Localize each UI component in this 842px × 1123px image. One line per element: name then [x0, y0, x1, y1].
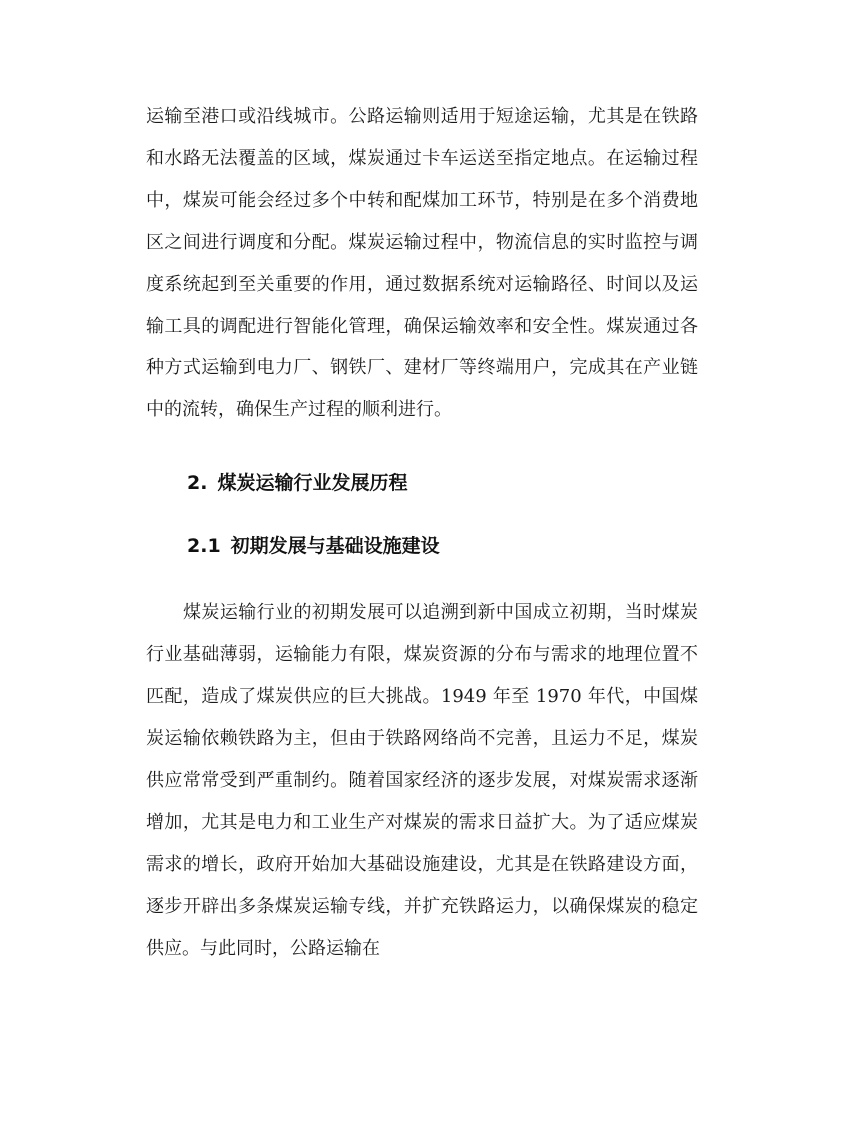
section-number: 2.: [187, 472, 208, 495]
subsection-number: 2.1: [187, 535, 221, 558]
document-body: [146, 96, 698, 969]
section-heading: [146, 469, 698, 497]
section-title: 煤炭运输行业发展历程: [217, 472, 408, 495]
subsection-title: 初期发展与基础设施建设: [230, 535, 440, 558]
subsection-heading: [146, 532, 698, 560]
body-paragraph: 煤炭运输行业的初期发展可以追溯到新中国成立初期，当时煤炭行业基础薄弱，运输能力有限，煤炭资源的分布与需求的地理位置不匹配，造成了煤炭供应的巨大挑战。1949 年至 1970 年代，中国煤炭运输依赖铁路为主，但由于铁路网络尚不完善，且运力不足，煤炭供应常常受到严重制约。随着国家经济的逐步发展，对煤炭需求逐渐增加，尤其是电力和工业生产对煤炭的需求日益扩大。为了适应煤炭需求的增长，政府开始加大基础设施建设，尤其是在铁路建设方面，逐步开辟出多条煤炭运输专线，并扩充铁路运力，以确保煤炭的稳定供应。与此同时，公路运输在: [146, 602, 698, 959]
body-paragraph: 运输至港口或沿线城市。公路运输则适用于短途运输，尤其是在铁路和水路无法覆盖的区域，煤炭通过卡车运送至指定地点。在运输过程中，煤炭可能会经过多个中转和配煤加工环节，特别是在多个消费地区之间进行调度和分配。煤炭运输过程中，物流信息的实时监控与调度系统起到至关重要的作用，通过数据系统对运输路径、时间以及运输工具的调配进行智能化管理，确保运输效率和安全性。煤炭通过各种方式运输到电力厂、钢铁厂、建材厂等终端用户，完成其在产业链中的流转，确保生产过程的顺利进行。: [146, 106, 698, 421]
